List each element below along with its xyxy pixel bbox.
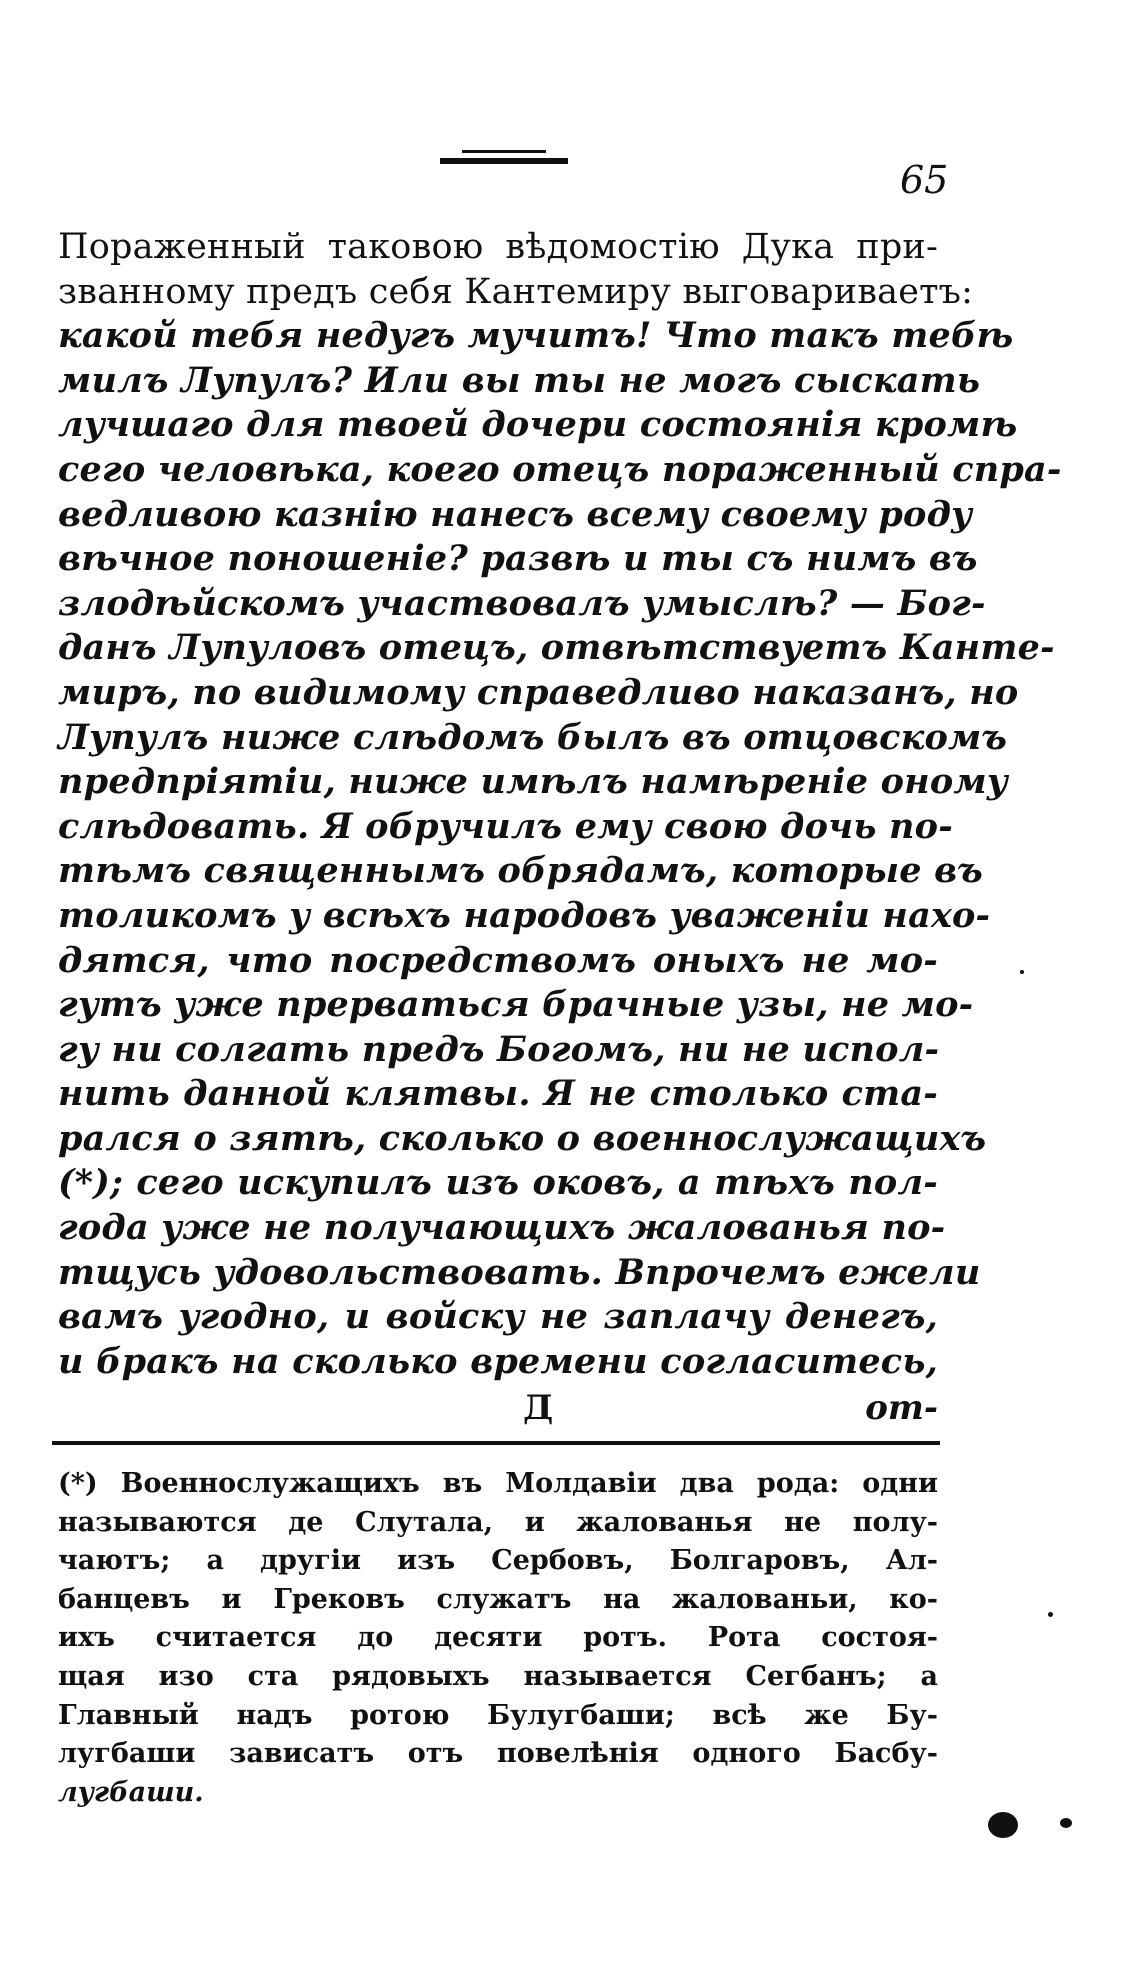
body-line: года уже не получающихъ жалованья по- [58,1207,946,1249]
body-line: сего человѣка, коего отецъ пораженный спра- [58,448,1062,490]
body-line: тѣмъ священнымъ обрядамъ, которые въ [58,850,983,892]
body-line: миръ, по видимому справедливо наказанъ, но [58,671,1019,713]
footnote-line: ихъ считается до десяти ротъ. Рота состоя- [58,1622,938,1654]
body-line: вамъ угодно, и войску не заплачу денегъ, [58,1296,938,1338]
body-line: вѣчное поношеніе? развѣ и ты съ нимъ въ [58,538,978,580]
footnote-rule [52,1441,940,1445]
body-line: предпріятіи, ниже имѣлъ намѣреніе оному [58,761,1008,803]
footnote-line: (*) Военнослужащихъ въ Молдавіи два рода: одни [58,1468,938,1499]
footnote-line: лугбаши зависатъ отъ повелѣнія одного Басбу- [58,1738,938,1770]
catchword: от- [865,1388,938,1428]
body-line: лучшаго для твоей дочери состоянія кромѣ [58,404,1018,446]
body-line: дятся, что посредствомъ оныхъ не мо- [58,939,938,981]
body-line: Лупулъ ниже слѣдомъ былъ въ отцовскомъ [58,716,1008,758]
body-line: рался о зятѣ, сколько о военнослужащихъ [58,1117,987,1159]
footnote-line: чаютъ; а другіи изъ Сербовъ, Болгаровъ, Ал- [58,1545,938,1577]
body-line: (*); сего искупилъ изъ оковъ, а тѣхъ пол- [58,1162,938,1204]
ink-speck [1020,970,1024,974]
body-line: тщусь удовольствовать. Впрочемъ ежели [58,1251,981,1293]
catch-line [58,1388,938,1432]
footnote-line: лугбаши. [58,1776,204,1808]
footnote-line: банцевъ и Грековъ служатъ на жалованьи, ко- [58,1583,938,1615]
body-line: ведливою казнію нанесъ всему своему роду [58,493,973,535]
body-line: гутъ уже прерваться брачные узы, не мо- [58,984,974,1026]
page-number: 65 [900,158,949,202]
body-line: и бракъ на сколько времени согласитесь, [58,1340,938,1382]
footnote-line: Главный надъ ротою Булугбаши; всѣ же Бу- [58,1699,938,1731]
ink-blot [1060,1818,1072,1828]
body-line: толикомъ у всѣхъ народовъ уваженіи нахо- [58,894,991,936]
body-line: милъ Лупулъ? Или вы ты не могъ сыскать [58,359,981,401]
body-line: Пораженный таковою вѣдомостію Дука при- [58,227,938,267]
body-line: нить данной клятвы. Я не столько ста- [58,1073,938,1115]
ink-speck [1048,1612,1053,1617]
footnote-line: щая изо ста рядовыхъ называется Сегбанъ; а [58,1660,938,1692]
body-line: званному предъ себя Кантемиру выговариваетъ: [58,271,974,312]
signature-mark: Д [523,1388,554,1428]
footnote-line: называются де Слутала, и жалованья не полу- [58,1506,938,1538]
body-line: злодѣйскомъ участвовалъ умыслѣ? — Бог- [58,582,986,624]
body-line: какой тебя недугъ мучитъ! Что такъ тебѣ [58,315,1014,357]
body-text [58,225,1062,1384]
header-rule-top [462,150,546,153]
body-line: данъ Лупуловъ отецъ, отвѣтствуетъ Канте- [58,627,1055,669]
footnote [58,1465,938,1812]
body-line: слѣдовать. Я обручилъ ему свою дочь по- [58,805,953,847]
body-line: гу ни солгать предъ Богомъ, ни не испол- [58,1028,940,1070]
header-rule-bottom [440,158,568,164]
header-ornament-rule [440,150,568,167]
ink-blot [988,1812,1018,1838]
